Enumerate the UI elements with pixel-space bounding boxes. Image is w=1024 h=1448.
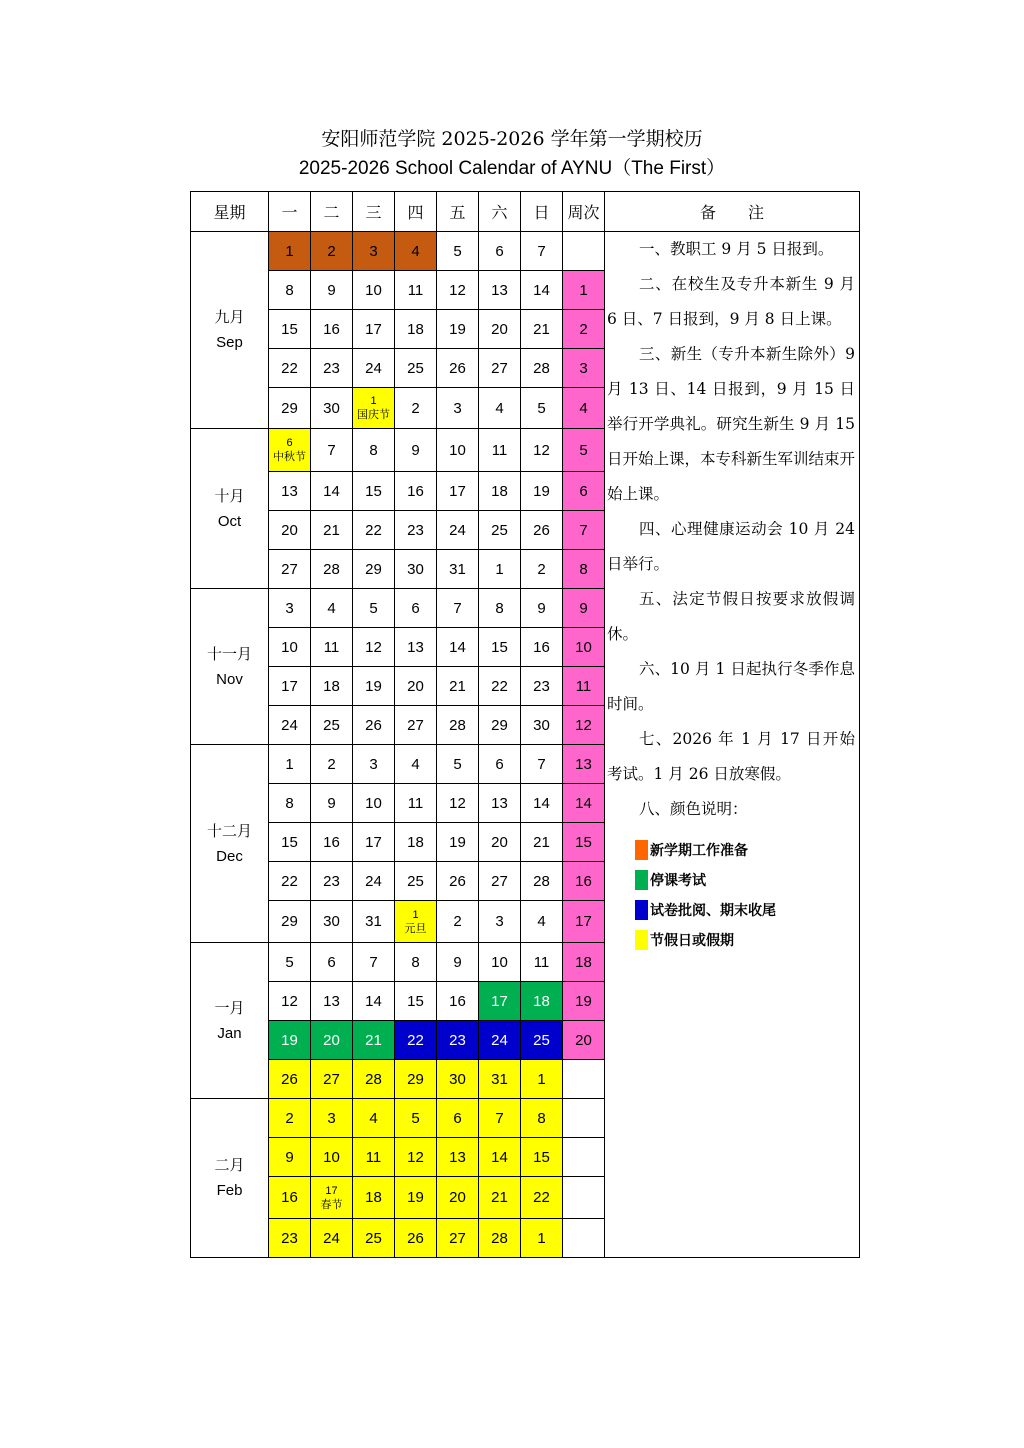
day-cell: 22 bbox=[353, 511, 395, 550]
day-cell: 2 bbox=[521, 550, 563, 589]
day-cell: 18 bbox=[521, 982, 563, 1021]
week-number: 6 bbox=[563, 472, 605, 511]
day-header: 四 bbox=[395, 192, 437, 232]
day-cell: 28 bbox=[479, 1219, 521, 1258]
day-cell: 16 bbox=[311, 310, 353, 349]
day-cell: 23 bbox=[521, 667, 563, 706]
day-cell: 31 bbox=[437, 550, 479, 589]
note-item: 八、颜色说明： bbox=[639, 800, 748, 818]
day-cell: 20 bbox=[311, 1021, 353, 1060]
color-legend bbox=[635, 835, 859, 955]
day-cell: 28 bbox=[437, 706, 479, 745]
day-cell: 2 bbox=[437, 901, 479, 943]
day-cell: 22 bbox=[521, 1177, 563, 1219]
day-cell: 20 bbox=[269, 511, 311, 550]
week-number bbox=[563, 1060, 605, 1099]
day-cell: 26 bbox=[353, 706, 395, 745]
day-cell: 24 bbox=[353, 862, 395, 901]
notes-panel bbox=[605, 232, 860, 1258]
day-cell: 29 bbox=[479, 706, 521, 745]
week-number: 13 bbox=[563, 745, 605, 784]
day-cell: 30 bbox=[521, 706, 563, 745]
day-cell: 6 bbox=[479, 745, 521, 784]
day-header: 五 bbox=[437, 192, 479, 232]
legend-label: 新学期工作准备 bbox=[650, 843, 748, 859]
month-label bbox=[191, 232, 269, 429]
day-cell: 2 bbox=[395, 388, 437, 429]
day-cell: 10 bbox=[353, 784, 395, 823]
day-cell: 7 bbox=[521, 232, 563, 271]
day-cell: 10 bbox=[437, 429, 479, 472]
month-name-en: Sep bbox=[216, 334, 243, 351]
day-cell: 8 bbox=[479, 589, 521, 628]
day-cell: 24 bbox=[311, 1219, 353, 1258]
week-number bbox=[563, 1138, 605, 1177]
day-cell: 19 bbox=[269, 1021, 311, 1060]
day-cell: 20 bbox=[479, 823, 521, 862]
day-cell: 23 bbox=[311, 862, 353, 901]
month-name-cn: 十二月 bbox=[206, 821, 252, 840]
week-header: 周次 bbox=[563, 192, 605, 232]
day-cell: 16 bbox=[269, 1177, 311, 1219]
day-cell: 14 bbox=[437, 628, 479, 667]
legend-swatch bbox=[635, 930, 648, 950]
day-cell: 29 bbox=[353, 550, 395, 589]
title-en: 2025-2026 School Calendar of AYNU（The First） bbox=[298, 158, 726, 179]
month-name-en: Dec bbox=[216, 847, 243, 865]
week-number: 17 bbox=[563, 901, 605, 943]
day-cell: 12 bbox=[269, 982, 311, 1021]
day-cell: 30 bbox=[395, 550, 437, 589]
day-cell: 2 bbox=[311, 232, 353, 271]
month-name-cn: 一月 bbox=[214, 998, 245, 1017]
day-cell: 6 bbox=[395, 589, 437, 628]
day-cell: 15 bbox=[353, 472, 395, 511]
day-cell: 31 bbox=[479, 1060, 521, 1099]
day-cell: 21 bbox=[521, 823, 563, 862]
day-number: 1 bbox=[412, 908, 419, 921]
day-cell: 3 bbox=[353, 745, 395, 784]
day-cell: 25 bbox=[311, 706, 353, 745]
day-cell: 22 bbox=[269, 349, 311, 388]
day-cell: 12 bbox=[353, 628, 395, 667]
day-cell: 4 bbox=[521, 901, 563, 943]
day-cell: 11 bbox=[395, 271, 437, 310]
day-cell: 4 bbox=[395, 232, 437, 271]
title-cn: 安阳师范学院 2025-2026 学年第一学期校历 bbox=[321, 128, 703, 150]
week-number bbox=[563, 232, 605, 271]
day-cell: 7 bbox=[353, 943, 395, 982]
day-cell: 30 bbox=[437, 1060, 479, 1099]
day-cell: 26 bbox=[395, 1219, 437, 1258]
day-cell: 7 bbox=[521, 745, 563, 784]
month-name-cn: 十一月 bbox=[206, 644, 252, 663]
day-cell: 11 bbox=[395, 784, 437, 823]
day-cell: 27 bbox=[269, 550, 311, 589]
day-cell: 28 bbox=[521, 862, 563, 901]
week-number: 1 bbox=[563, 271, 605, 310]
day-cell: 3 bbox=[479, 901, 521, 943]
day-cell: 6 bbox=[311, 943, 353, 982]
day-cell: 16 bbox=[521, 628, 563, 667]
day-cell: 15 bbox=[395, 982, 437, 1021]
day-cell: 25 bbox=[521, 1021, 563, 1060]
month-label bbox=[191, 589, 269, 745]
day-cell: 8 bbox=[353, 429, 395, 472]
note-item: 五、法定节假日按要求放假调休。 bbox=[607, 590, 855, 643]
day-cell: 1 bbox=[269, 745, 311, 784]
day-cell: 25 bbox=[353, 1219, 395, 1258]
day-cell: 3 bbox=[269, 589, 311, 628]
day-cell: 6 bbox=[479, 232, 521, 271]
day-cell: 14 bbox=[521, 784, 563, 823]
day-cell: 9 bbox=[437, 943, 479, 982]
day-cell bbox=[311, 1177, 353, 1219]
month-name-cn: 二月 bbox=[214, 1156, 245, 1174]
week-number: 16 bbox=[563, 862, 605, 901]
day-cell: 20 bbox=[395, 667, 437, 706]
week-number: 11 bbox=[563, 667, 605, 706]
day-cell: 26 bbox=[437, 862, 479, 901]
legend-item bbox=[635, 895, 859, 925]
day-cell: 8 bbox=[269, 271, 311, 310]
week-number: 19 bbox=[563, 982, 605, 1021]
week-number: 7 bbox=[563, 511, 605, 550]
day-cell: 3 bbox=[437, 388, 479, 429]
day-cell: 27 bbox=[479, 349, 521, 388]
day-cell: 27 bbox=[311, 1060, 353, 1099]
week-number: 2 bbox=[563, 310, 605, 349]
legend-item bbox=[635, 925, 859, 955]
day-cell: 5 bbox=[353, 589, 395, 628]
legend-swatch bbox=[635, 840, 648, 860]
day-cell: 1 bbox=[521, 1219, 563, 1258]
week-number: 18 bbox=[563, 943, 605, 982]
day-cell: 13 bbox=[311, 982, 353, 1021]
day-cell: 9 bbox=[311, 784, 353, 823]
day-cell: 17 bbox=[479, 982, 521, 1021]
day-cell: 14 bbox=[311, 472, 353, 511]
day-cell: 7 bbox=[311, 429, 353, 472]
day-cell: 18 bbox=[353, 1177, 395, 1219]
day-cell: 13 bbox=[479, 784, 521, 823]
day-cell: 24 bbox=[437, 511, 479, 550]
day-number: 17 bbox=[325, 1184, 338, 1197]
day-cell: 17 bbox=[353, 823, 395, 862]
day-cell: 12 bbox=[437, 784, 479, 823]
day-cell: 13 bbox=[269, 472, 311, 511]
day-cell: 9 bbox=[269, 1138, 311, 1177]
day-cell: 22 bbox=[479, 667, 521, 706]
notes-header: 备 注 bbox=[605, 192, 860, 232]
day-cell: 19 bbox=[395, 1177, 437, 1219]
day-cell: 15 bbox=[479, 628, 521, 667]
day-cell: 25 bbox=[479, 511, 521, 550]
day-cell: 22 bbox=[395, 1021, 437, 1060]
month-name-en: Jan bbox=[217, 1024, 242, 1042]
day-cell: 6 bbox=[437, 1099, 479, 1138]
day-cell: 13 bbox=[395, 628, 437, 667]
month-label bbox=[191, 745, 269, 943]
month-name-en: Nov bbox=[216, 670, 243, 688]
note-item: 六、10 月 1 日起执行冬季作息时间。 bbox=[607, 660, 855, 713]
week-number: 8 bbox=[563, 550, 605, 589]
day-cell: 13 bbox=[437, 1138, 479, 1177]
day-cell: 4 bbox=[395, 745, 437, 784]
day-cell: 9 bbox=[521, 589, 563, 628]
calendar-table bbox=[190, 191, 860, 1258]
day-header: 六 bbox=[479, 192, 521, 232]
day-cell: 1 bbox=[521, 1060, 563, 1099]
day-cell: 10 bbox=[269, 628, 311, 667]
day-cell: 19 bbox=[437, 310, 479, 349]
day-cell: 10 bbox=[479, 943, 521, 982]
day-cell: 17 bbox=[437, 472, 479, 511]
day-cell: 16 bbox=[395, 472, 437, 511]
month-name-cn: 九月 bbox=[214, 308, 245, 326]
day-cell: 11 bbox=[521, 943, 563, 982]
legend-label: 试卷批阅、期末收尾 bbox=[650, 903, 776, 919]
week-number: 4 bbox=[563, 388, 605, 429]
day-cell: 14 bbox=[353, 982, 395, 1021]
day-cell: 5 bbox=[395, 1099, 437, 1138]
day-cell: 18 bbox=[479, 472, 521, 511]
month-name-en: Oct bbox=[217, 512, 242, 530]
day-cell: 15 bbox=[269, 823, 311, 862]
week-number: 14 bbox=[563, 784, 605, 823]
day-cell: 1 bbox=[269, 232, 311, 271]
weekday-header: 星期 bbox=[191, 192, 269, 232]
day-cell: 1 bbox=[479, 550, 521, 589]
day-cell: 13 bbox=[479, 271, 521, 310]
day-cell: 28 bbox=[521, 349, 563, 388]
week-number: 20 bbox=[563, 1021, 605, 1060]
note-item: 二、在校生及专升本新生 9 月 6 日、7 日报到，9 月 8 日上课。 bbox=[607, 275, 855, 328]
note-item: 三、新生（专升本新生除外）9 月 13 日、14 日报到，9 月 15 日举行开学典礼。研究生新生 9 月 15 日开始上课，本专科新生军训结束开始上课。 bbox=[607, 345, 856, 503]
day-cell: 14 bbox=[521, 271, 563, 310]
day-cell: 10 bbox=[311, 1138, 353, 1177]
day-cell: 12 bbox=[395, 1138, 437, 1177]
day-cell: 5 bbox=[521, 388, 563, 429]
month-label bbox=[191, 943, 269, 1099]
day-cell bbox=[395, 901, 437, 943]
day-number: 1 bbox=[370, 395, 377, 407]
day-header: 日 bbox=[521, 192, 563, 232]
day-cell: 12 bbox=[521, 429, 563, 472]
day-cell: 19 bbox=[521, 472, 563, 511]
day-cell: 30 bbox=[311, 388, 353, 429]
day-cell: 18 bbox=[395, 310, 437, 349]
week-number bbox=[563, 1219, 605, 1258]
day-cell: 25 bbox=[395, 862, 437, 901]
day-cell bbox=[269, 429, 311, 472]
holiday-label: 元旦 bbox=[404, 921, 427, 935]
day-cell: 8 bbox=[269, 784, 311, 823]
day-cell: 11 bbox=[479, 429, 521, 472]
day-cell: 2 bbox=[269, 1099, 311, 1138]
week-number: 12 bbox=[563, 706, 605, 745]
note-item: 七、2026 年 1 月 17 日开始考试。1 月 26 日放寒假。 bbox=[607, 730, 855, 783]
day-cell: 16 bbox=[311, 823, 353, 862]
day-cell: 4 bbox=[479, 388, 521, 429]
day-cell bbox=[353, 388, 395, 429]
day-cell: 4 bbox=[353, 1099, 395, 1138]
calendar-body bbox=[191, 232, 860, 1258]
day-cell: 9 bbox=[395, 429, 437, 472]
week-number bbox=[563, 1099, 605, 1138]
day-cell: 24 bbox=[353, 349, 395, 388]
day-cell: 29 bbox=[269, 901, 311, 943]
day-cell: 26 bbox=[437, 349, 479, 388]
day-cell: 28 bbox=[353, 1060, 395, 1099]
legend-item bbox=[635, 835, 859, 865]
day-cell: 27 bbox=[437, 1219, 479, 1258]
day-cell: 23 bbox=[395, 511, 437, 550]
day-cell: 15 bbox=[521, 1138, 563, 1177]
day-cell: 25 bbox=[395, 349, 437, 388]
week-number: 3 bbox=[563, 349, 605, 388]
week-number bbox=[563, 1177, 605, 1219]
holiday-label: 国庆节 bbox=[357, 408, 390, 421]
note-item: 一、教职工 9 月 5 日报到。 bbox=[639, 240, 834, 258]
legend-swatch bbox=[635, 870, 648, 890]
day-cell: 18 bbox=[395, 823, 437, 862]
week-number: 10 bbox=[563, 628, 605, 667]
day-cell: 30 bbox=[311, 901, 353, 943]
day-cell: 14 bbox=[479, 1138, 521, 1177]
day-cell: 21 bbox=[479, 1177, 521, 1219]
note-item: 四、心理健康运动会 10 月 24 日举行。 bbox=[607, 520, 855, 573]
week-number: 15 bbox=[563, 823, 605, 862]
holiday-label: 中秋节 bbox=[273, 450, 306, 463]
month-name-en: Feb bbox=[216, 1182, 243, 1199]
day-cell: 3 bbox=[311, 1099, 353, 1138]
day-header: 二 bbox=[311, 192, 353, 232]
day-cell: 17 bbox=[269, 667, 311, 706]
week-row bbox=[191, 232, 860, 271]
day-cell: 7 bbox=[437, 589, 479, 628]
day-header: 一 bbox=[269, 192, 311, 232]
day-cell: 5 bbox=[269, 943, 311, 982]
day-cell: 23 bbox=[269, 1219, 311, 1258]
day-cell: 29 bbox=[395, 1060, 437, 1099]
legend-swatch bbox=[635, 900, 648, 920]
day-cell: 21 bbox=[311, 511, 353, 550]
day-cell: 15 bbox=[269, 310, 311, 349]
day-number: 6 bbox=[286, 437, 293, 449]
day-cell: 23 bbox=[437, 1021, 479, 1060]
day-cell: 11 bbox=[311, 628, 353, 667]
legend-item bbox=[635, 865, 859, 895]
month-label bbox=[191, 429, 269, 589]
day-cell: 8 bbox=[521, 1099, 563, 1138]
day-cell: 8 bbox=[395, 943, 437, 982]
day-cell: 21 bbox=[437, 667, 479, 706]
header-row bbox=[191, 192, 860, 232]
day-cell: 27 bbox=[479, 862, 521, 901]
day-cell: 19 bbox=[353, 667, 395, 706]
day-header: 三 bbox=[353, 192, 395, 232]
day-cell: 20 bbox=[479, 310, 521, 349]
holiday-label: 春节 bbox=[320, 1197, 343, 1211]
day-cell: 18 bbox=[311, 667, 353, 706]
day-cell: 19 bbox=[437, 823, 479, 862]
week-number: 9 bbox=[563, 589, 605, 628]
day-cell: 17 bbox=[353, 310, 395, 349]
day-cell: 3 bbox=[353, 232, 395, 271]
day-cell: 12 bbox=[437, 271, 479, 310]
day-cell: 16 bbox=[437, 982, 479, 1021]
day-cell: 31 bbox=[353, 901, 395, 943]
day-cell: 11 bbox=[353, 1138, 395, 1177]
day-cell: 9 bbox=[311, 271, 353, 310]
day-cell: 5 bbox=[437, 232, 479, 271]
day-cell: 5 bbox=[437, 745, 479, 784]
day-cell: 20 bbox=[437, 1177, 479, 1219]
day-cell: 23 bbox=[311, 349, 353, 388]
day-cell: 24 bbox=[479, 1021, 521, 1060]
day-cell: 22 bbox=[269, 862, 311, 901]
week-number: 5 bbox=[563, 429, 605, 472]
day-cell: 28 bbox=[311, 550, 353, 589]
day-cell: 21 bbox=[353, 1021, 395, 1060]
day-cell: 4 bbox=[311, 589, 353, 628]
day-cell: 29 bbox=[269, 388, 311, 429]
month-label bbox=[191, 1099, 269, 1258]
day-cell: 26 bbox=[269, 1060, 311, 1099]
month-name-cn: 十月 bbox=[214, 486, 245, 505]
day-cell: 2 bbox=[311, 745, 353, 784]
legend-label: 停课考试 bbox=[650, 873, 706, 889]
day-cell: 21 bbox=[521, 310, 563, 349]
day-cell: 27 bbox=[395, 706, 437, 745]
day-cell: 26 bbox=[521, 511, 563, 550]
legend-label: 节假日或假期 bbox=[650, 933, 734, 949]
day-cell: 7 bbox=[479, 1099, 521, 1138]
day-cell: 10 bbox=[353, 271, 395, 310]
day-cell: 24 bbox=[269, 706, 311, 745]
